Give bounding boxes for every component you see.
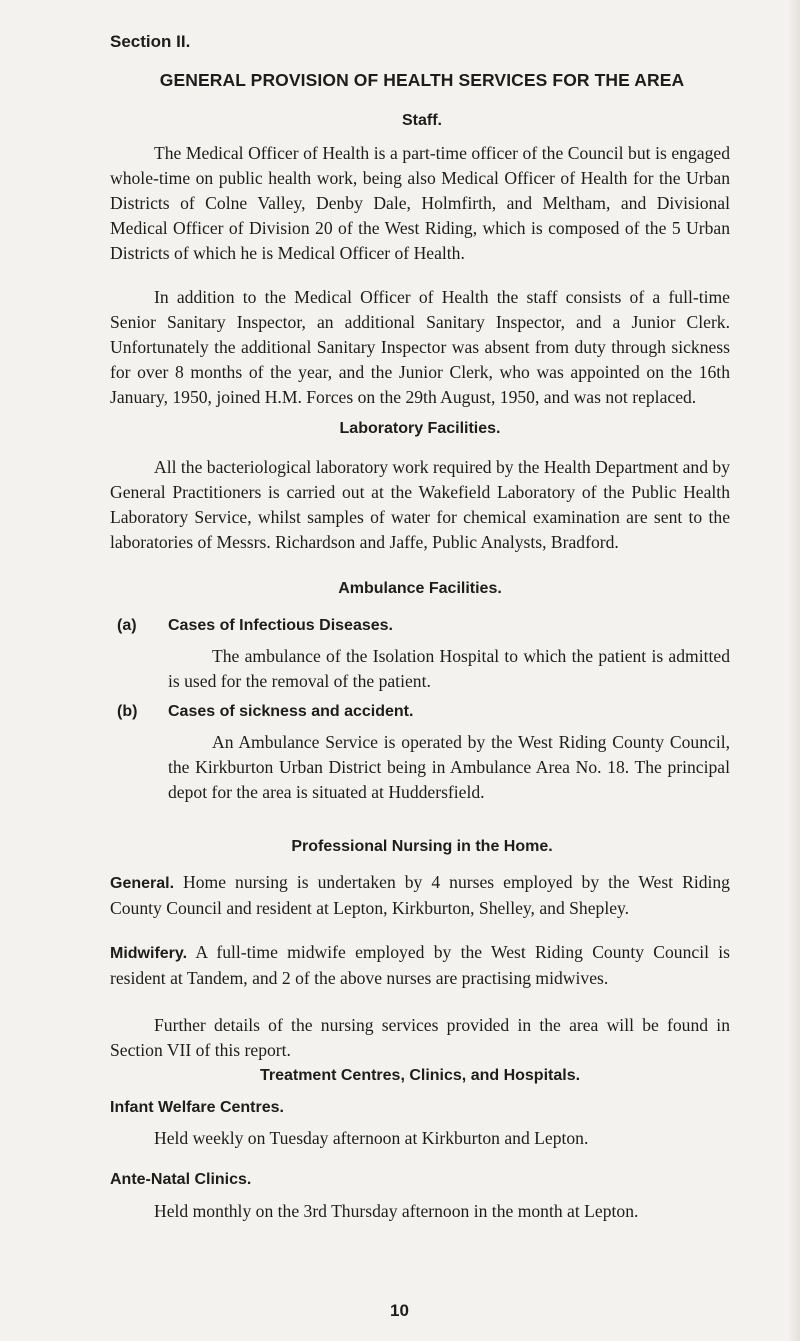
ambulance-item-a-marker: (a) (117, 617, 137, 634)
ambulance-item-a-heading: Cases of Infectious Diseases. (168, 617, 393, 634)
page-edge-shadow (788, 0, 800, 1341)
staff-paragraph-2-text: In addition to the Medical Officer of Health the staff consists of a full-time Senior Sanitary Inspector, an additional Sanitary Inspector, and a Junior Clerk. Unfortunately the additional Sanitary Inspector was absent from duty through sickness for over 8 months of the year, and the Junior Clerk, who was appointed on the 16th January, 1950, joined H.M. Forces on the 29th August, 1950, and was not replaced. (110, 287, 730, 407)
nursing-midwifery-text: A full-time midwife employed by the West Riding County Council is resident at Tandem, and 2 of the above nurses are practising midwives. (110, 942, 730, 988)
staff-paragraph-2 (110, 285, 730, 410)
laboratory-paragraph-text: All the bacteriological laboratory work required by the Health Department and by General Practitioners is carried out at the Wakefield Laboratory of the Public Health Laboratory Service, whilst samples of water for chemical examination are sent to the laboratories of Messrs. Richardson and Jaffe, Public Analysts, Bradford. (110, 457, 730, 552)
nursing-heading: Professional Nursing in the Home. (291, 838, 553, 855)
ambulance-item-b-marker: (b) (117, 703, 138, 720)
nursing-general-label: General. (110, 875, 175, 892)
laboratory-paragraph (110, 455, 730, 555)
nursing-midwifery (110, 940, 730, 991)
antenatal-heading: Ante-Natal Clinics. (110, 1171, 252, 1188)
infant-welfare-text-body: Held weekly on Tuesday afternoon at Kirkburton and Lepton. (154, 1128, 589, 1148)
nursing-midwifery-label: Midwifery. (110, 945, 188, 962)
ambulance-item-a-text-body: The ambulance of the Isolation Hospital to which the patient is admitted is used for the removal of the patient. (168, 646, 730, 691)
page-number: 10 (390, 1301, 409, 1320)
nursing-further-details-text: Further details of the nursing services provided in the area will be found in Section VII of this report. (110, 1015, 730, 1060)
infant-welfare-heading: Infant Welfare Centres. (110, 1099, 284, 1116)
nursing-further-details (110, 1013, 730, 1063)
ambulance-item-b-heading: Cases of sickness and accident. (168, 703, 414, 720)
laboratory-heading: Laboratory Facilities. (339, 420, 501, 437)
infant-welfare-text (110, 1126, 730, 1151)
staff-heading: Staff. (402, 112, 442, 129)
ambulance-item-a-text (168, 644, 730, 694)
section-label: Section II. (110, 32, 191, 51)
nursing-general-text: Home nursing is undertaken by 4 nurses employed by the West Riding County Council and resident at Lepton, Kirkburton, Shelley, and Shepley. (110, 872, 730, 918)
treatment-heading: Treatment Centres, Clinics, and Hospitals. (259, 1067, 581, 1084)
antenatal-text (110, 1199, 730, 1224)
ambulance-item-b-text-body: An Ambulance Service is operated by the West Riding County Council, the Kirkburton Urban District being in Ambulance Area No. 18. The principal depot for the area is situated at Huddersfield. (168, 732, 730, 802)
staff-paragraph-1-text: The Medical Officer of Health is a part-time officer of the Council but is engaged whole-time on public health work, being also Medical Officer of Health for the Urban Districts of Colne Valley, Denby Dale, Holmfirth, and Meltham, and Divisional Medical Officer of Division 20 of the West Riding, which is composed of the 5 Urban Districts of which he is Medical Officer of Health. (110, 143, 730, 263)
main-title: GENERAL PROVISION OF HEALTH SERVICES FOR THE AREA (159, 70, 685, 90)
ambulance-item-b-text (168, 730, 730, 805)
ambulance-heading: Ambulance Facilities. (338, 580, 502, 597)
antenatal-text-body: Held monthly on the 3rd Thursday afternoon in the month at Lepton. (154, 1201, 639, 1221)
nursing-general (110, 870, 730, 921)
staff-paragraph-1 (110, 141, 730, 266)
